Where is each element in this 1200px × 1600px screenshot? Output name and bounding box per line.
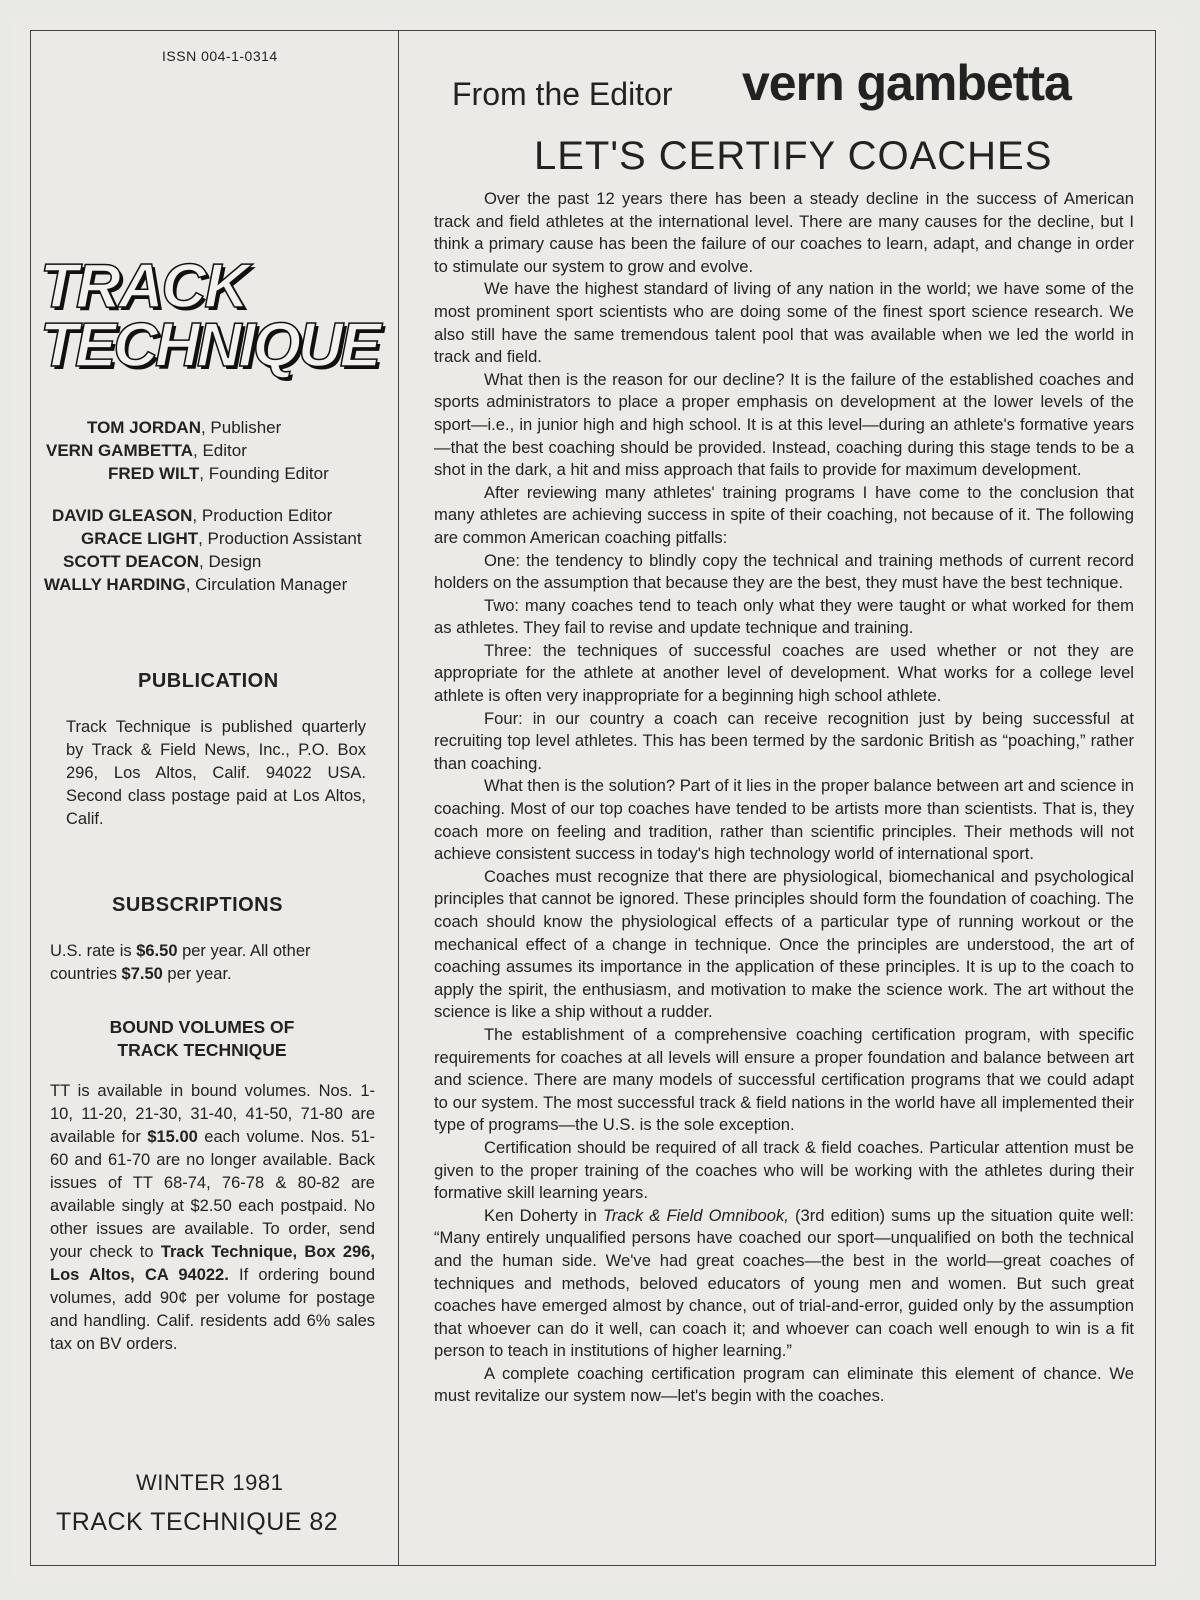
subscriptions-text: U.S. rate is $6.50 per year. All other countries $7.50 per year. [50,942,311,983]
masthead-column [32,30,398,1566]
article-title: LET'S CERTIFY COACHES [534,134,1053,178]
publication-text: Track Technique is published quarterly by Track & Field News, Inc., P.O. Box 296, Los Altos, Calif. 94022 USA. Second class postage paid at Los Altos, Calif. [66,718,366,828]
publication-heading: PUBLICATION [138,670,279,692]
article-paragraph: One: the tendency to blindly copy the technical and training methods of current record holders on the assumption that because they are the best, they must have the best technique. [434,550,1134,593]
article-closing: A complete coaching certification program can eliminate this element of chance. We must revitalize our system now—let's begin with the coaches. [434,1363,1134,1406]
logo-line-2: TECHNIQUE [40,310,379,380]
issn: ISSN 004-1-0314 [162,48,278,64]
article-paragraph: We have the highest standard of living of any nation in the world; we have some of the most prominent sport scientists who are doing some of the finest sport science research. We also still have the same tremendous talent pool that was available when we led the world in track and field. [434,279,1134,367]
article-paragraph: What then is the solution? Part of it lies in the proper balance between art and science in coaching. Most of our top coaches have tended to be artists more than scientists. That is, they coach more on feeling and tradition, rather than scientific principles. Their methods will not achieve consistent success in today's high technology world of international sport. [434,776,1134,864]
staff-row: WALLY HARDING, Circulation Manager [44,575,348,594]
article-paragraph: Two: many coaches tend to teach only what they were taught or what worked for them as athletes. They fail to revise and update technique and training. [434,595,1134,638]
from-the-editor-label: From the Editor [452,76,673,112]
article-paragraph: The establishment of a comprehensive coaching certification program, with specific requirements for coaches at all levels will ensure a proper foundation and balance between art and science. There are many models of successful certification programs that we could adapt to our system. The most successful track & field nations in the world have all implemented their type of programs—the U.S. is the sole exception. [434,1024,1134,1135]
article-paragraph: What then is the reason for our decline? It is the failure of the established coaches and sports administrators to place a proper emphasis on development at the lower levels of the sport—i.e., in junior high and high school. It is at this level—during an athlete's formative years—that the best coaching should be provided. Instead, coaching during this stage tends to be a shot in the dark, a hit and miss approach that fails to provide for maximum development. [434,369,1134,480]
subscriptions-heading: SUBSCRIPTIONS [112,894,283,916]
issue-season: WINTER 1981 [136,1470,284,1495]
article-paragraph: Certification should be required of all track & field coaches. Particular attention must be given to the proper training of the coaches who will be working with the athletes during their formative skill learning years. [434,1137,1134,1203]
article-paragraph: Four: in our country a coach can receive recognition just by being successful at recruiting top level athletes. This has been termed by the sardonic British as “poaching,” rather than coaching. [434,708,1134,773]
staff-row: TOM JORDAN, Publisher [87,418,282,437]
article-paragraph: Coaches must recognize that there are physiological, biomechanical and psychological principles that cannot be ignored. These principles should form the foundation of coaching. The coach should know the physiological effects of a particular type of running workout or the mechanical effect of a change in technique. Once the principles are understood, the art of coaching assumes its importance in the application of these principles. It is up to the coach to apply the spirit, the enthusiasm, and motivation to make the science work. The art without the science is like a ship without a rudder. [434,866,1134,1022]
staff-list [32,416,398,596]
staff-row: SCOTT DEACON, Design [63,552,262,571]
article-paragraph: Three: the techniques of successful coaches are used whether or not they are appropriate for the athlete at another level of development. What works for a college level athlete is often very inappropriate for a beginning high school athlete. [434,640,1134,706]
bound-volumes-heading: BOUND VOLUMES OF TRACK TECHNIQUE [109,1017,295,1060]
article-paragraph: After reviewing many athletes' training programs I have come to the conclusion that many athletes are achieving success in spite of their coaching, not because of it. The following are common American coaching pitfalls: [434,482,1134,547]
book-title: Track & Field Omnibook, [602,1205,789,1225]
staff-row: FRED WILT, Founding Editor [108,464,329,483]
article-paragraph: Over the past 12 years there has been a steady decline in the success of American track and field athletes at the international level. There are many causes for the decline, but I think a primary cause has been the failure of our coaches to learn, adapt, and change in order to stimulate our system to grow and evolve. [434,189,1134,276]
magazine-page [12,18,1178,1578]
logo-line-1: TRACK [40,252,247,321]
bound-volumes-text: TT is available in bound volumes. Nos. 1-10, 11-20, 21-30, 31-40, 41-50, 71-80 are available for $15.00 each volume. Nos. 51-60 and 61-70 are no longer available. Back issues of TT 68-74, 76-78 & 80-82 are available singly at $2.50 each postpaid. No other issues are available. To order, send your check to Track Technique, Box 296, Los Altos, CA 94022. If ordering bound volumes, add 90¢ per volume for postage and handling. Calif. residents add 6% sales tax on BV orders. [50,1082,375,1353]
staff-row: DAVID GLEASON, Production Editor [52,506,333,525]
article-column [400,30,1156,1566]
article-quote-paragraph: Ken Doherty in Track & Field Omnibook, (3rd edition) sums up the situation quite well: “Many entirely unqualified persons have coached our sport—unqualified on both the technical and the human side. We've had great coaches—the best in the world—great coaches of techniques and methods, beloved educators of young men and women. But such great coaches have emerged almost by chance, out of trial-and-error, guided only by the assumption that whoever can do it well, can coach it; and whoever can coach well enough to win is a fit person to teach in institutions of higher learning.” [434,1205,1134,1361]
issue-number: TRACK TECHNIQUE 82 [56,1508,339,1536]
track-technique-logo [40,252,400,380]
staff-row: GRACE LIGHT, Production Assistant [81,529,362,548]
staff-row: VERN GAMBETTA, Editor [46,441,247,460]
article-body [434,188,1134,1408]
editor-name: vern gambetta [742,55,1071,111]
